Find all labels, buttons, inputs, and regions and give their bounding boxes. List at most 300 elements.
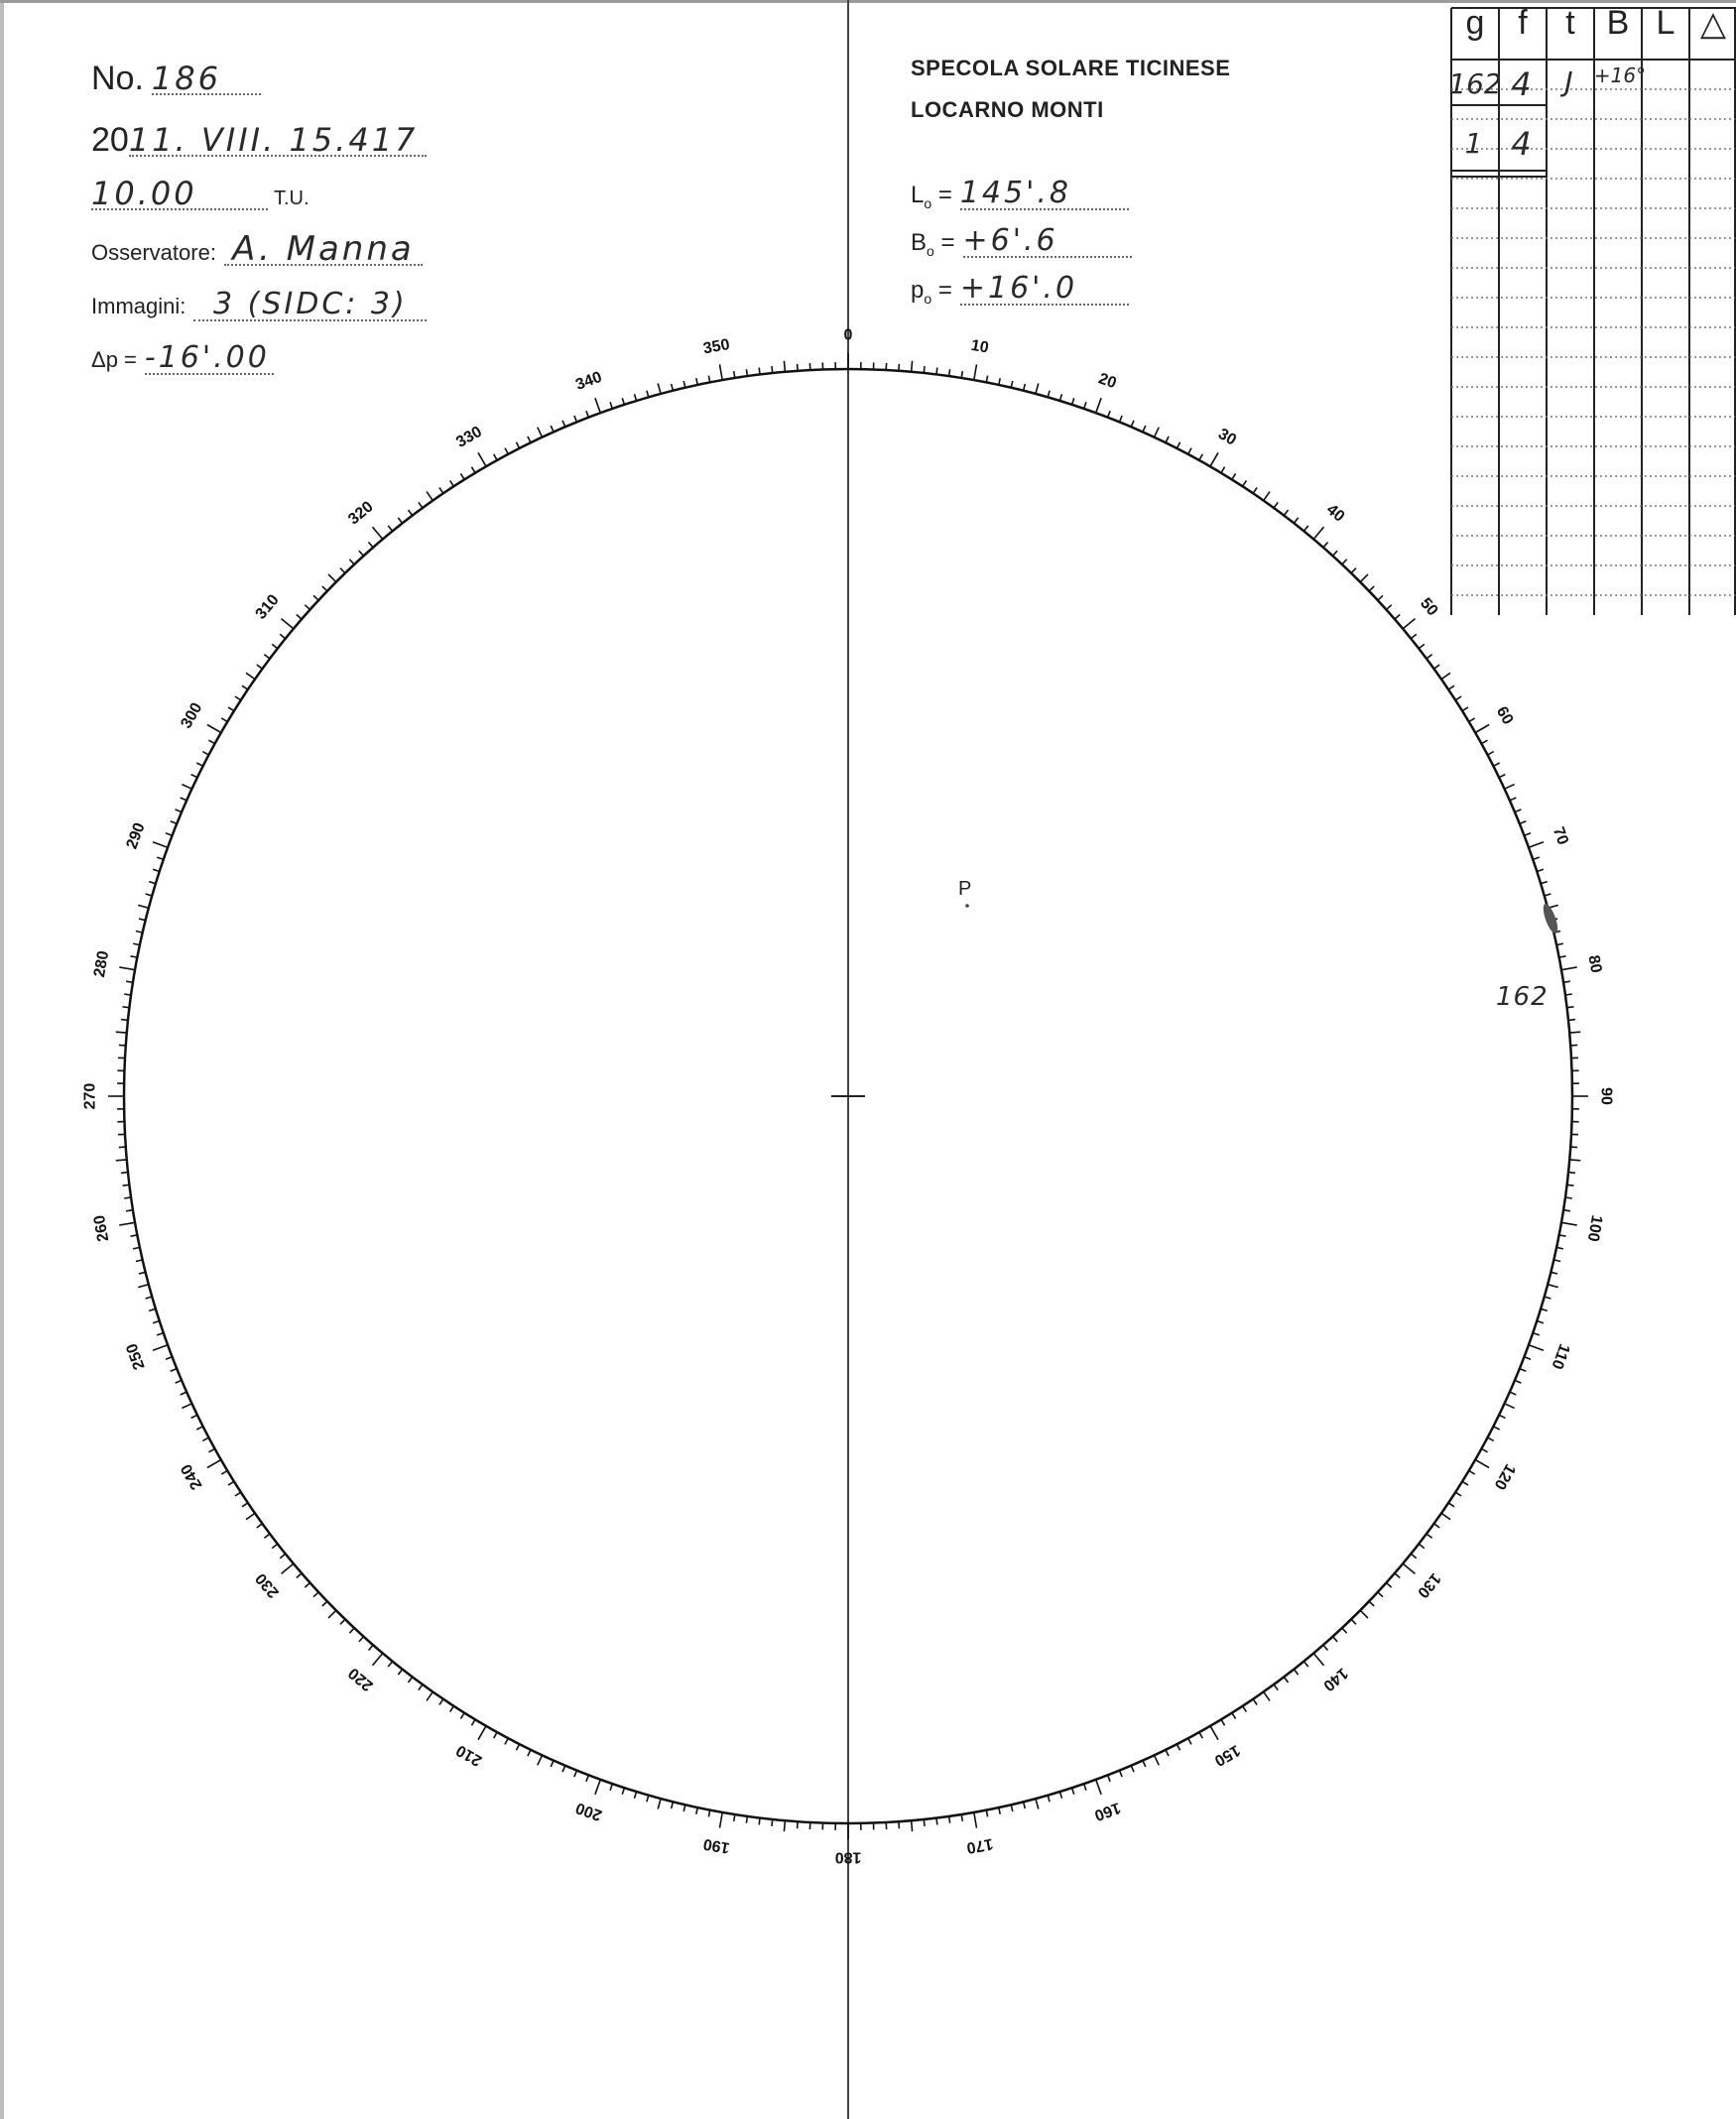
dial-tick — [313, 1592, 318, 1597]
dial-tick — [936, 368, 937, 375]
dial-tick — [494, 454, 497, 460]
dial-tick — [235, 696, 241, 700]
dial-tick — [1210, 452, 1218, 466]
dial-tick — [1360, 574, 1368, 582]
dial-tick — [1567, 1184, 1574, 1185]
dial-tick — [912, 361, 913, 372]
dial-label-340: 340 — [573, 368, 605, 394]
dial-tick — [1482, 740, 1488, 743]
dial-tick — [734, 1814, 735, 1821]
dial-tick — [1369, 1601, 1374, 1606]
dial-tick — [1387, 1583, 1392, 1588]
dial-tick — [1537, 869, 1544, 871]
dial-tick — [551, 426, 554, 432]
dial-tick — [784, 361, 785, 372]
dial-tick — [207, 725, 221, 733]
dial-tick — [1475, 1460, 1489, 1468]
dial-tick — [1533, 857, 1540, 859]
dial-tick — [759, 1818, 760, 1825]
dial-tick — [1565, 994, 1572, 995]
dial-tick — [746, 369, 747, 376]
dial-tick — [505, 1738, 508, 1744]
dial-tick — [1351, 1619, 1356, 1624]
dial-tick — [1155, 428, 1160, 437]
dial-tick — [460, 473, 464, 479]
dial-tick — [1323, 1645, 1328, 1650]
dial-tick — [138, 1285, 149, 1288]
dial-tick — [257, 1524, 263, 1528]
dial-tick — [1563, 981, 1570, 982]
dial-tick — [1520, 1369, 1527, 1372]
dial-tick — [720, 1812, 723, 1828]
b0-value: +6'.6 — [963, 226, 1132, 258]
dial-tick — [1525, 833, 1532, 836]
dial-tick — [784, 1820, 785, 1831]
dial-tick — [166, 833, 173, 836]
dial-tick — [116, 1160, 127, 1161]
dial-tick — [1333, 551, 1338, 556]
dial-tick — [228, 707, 234, 711]
dial-label-220: 220 — [345, 1664, 377, 1694]
dial-tick — [1515, 1380, 1521, 1383]
dial-tick — [1499, 775, 1505, 778]
dial-tick — [153, 1345, 168, 1351]
dial-tick — [340, 1619, 345, 1624]
dial-tick — [1493, 763, 1499, 766]
dial-tick — [1561, 967, 1577, 970]
dial-tick — [562, 1766, 565, 1773]
dial-tick — [359, 551, 364, 556]
dial-tick — [1313, 1654, 1323, 1666]
dial-tick — [182, 1404, 191, 1409]
dial-label-210: 210 — [453, 1741, 485, 1770]
dial-tick — [202, 752, 208, 755]
dial-label-270: 270 — [81, 1082, 99, 1110]
dial-tick — [1072, 398, 1074, 405]
dial-tick — [124, 994, 131, 995]
dial-tick — [1294, 518, 1298, 524]
dial-tick — [1499, 1415, 1505, 1418]
dial-tick — [1084, 1784, 1086, 1791]
dial-tick — [1284, 510, 1288, 516]
dial-tick — [157, 857, 164, 859]
dial-tick — [1411, 634, 1417, 638]
dial-tick — [305, 605, 310, 610]
dial-label-120: 120 — [1490, 1460, 1519, 1493]
dial-tick — [1323, 543, 1328, 548]
dial-tick — [586, 1775, 589, 1782]
delta-p-label: Δp = — [91, 347, 137, 372]
dial-label-260: 260 — [90, 1213, 113, 1243]
time-value: 10.00 — [91, 179, 268, 210]
dial-tick — [1274, 1684, 1278, 1690]
dial-tick — [1333, 1637, 1338, 1642]
table-col-t: t — [1565, 4, 1575, 42]
dial-tick — [1232, 1713, 1236, 1719]
dial-tick — [1426, 655, 1432, 659]
dial-label-150: 150 — [1211, 1741, 1243, 1770]
dial-tick — [427, 492, 433, 501]
dial-tick — [1048, 391, 1050, 398]
dial-tick — [1351, 568, 1356, 573]
group-annotation: 162 — [1496, 982, 1549, 1012]
dial-tick — [635, 1792, 637, 1799]
dial-tick — [328, 1610, 336, 1618]
dial-tick — [1378, 1592, 1383, 1597]
dial-tick — [658, 1799, 661, 1809]
dial-tick — [1199, 1732, 1202, 1738]
dial-label-60: 60 — [1492, 703, 1517, 728]
dial-label-130: 130 — [1414, 1569, 1444, 1601]
dial-tick — [349, 560, 354, 564]
dial-tick — [272, 644, 278, 648]
dial-label-180: 180 — [834, 1848, 862, 1866]
dial-tick — [595, 398, 600, 413]
dial-tick — [1243, 480, 1247, 486]
dial-tick — [264, 655, 270, 659]
dial-tick — [149, 1309, 156, 1310]
dial-tick — [1294, 1670, 1298, 1676]
dial-tick — [182, 785, 191, 790]
dial-label-70: 70 — [1549, 824, 1571, 847]
dial-tick — [246, 1513, 255, 1519]
dial-tick — [1036, 383, 1039, 394]
dial-tick — [221, 1471, 227, 1475]
dial-tick — [1548, 1285, 1558, 1288]
dial-tick — [409, 510, 413, 516]
dial-tick — [328, 574, 336, 582]
dial-tick — [166, 1357, 173, 1360]
dial-tick — [1166, 1750, 1169, 1756]
dial-tick — [119, 1147, 126, 1148]
dial-tick — [1419, 1544, 1425, 1548]
dial-tick — [494, 1732, 497, 1738]
dial-tick — [305, 1583, 310, 1588]
dial-tick — [149, 882, 156, 884]
dial-tick — [119, 1045, 126, 1046]
dial-tick — [528, 1750, 531, 1756]
dial-tick — [899, 364, 900, 371]
dial-tick — [1177, 1744, 1179, 1750]
dial-tick — [124, 1197, 131, 1198]
dial-tick — [450, 480, 454, 486]
dial-tick — [1059, 394, 1061, 401]
dial-label-170: 170 — [965, 1834, 995, 1856]
dial-tick — [1455, 696, 1461, 700]
dial-tick — [181, 1392, 186, 1395]
dial-label-50: 50 — [1417, 594, 1441, 620]
dial-tick — [1303, 1662, 1307, 1668]
dial-tick — [574, 1771, 577, 1778]
dial-label-330: 330 — [453, 423, 485, 451]
dial-tick — [1131, 1766, 1134, 1773]
dial-tick — [1403, 1563, 1415, 1573]
dial-tick — [1243, 1706, 1247, 1712]
dial-label-140: 140 — [1319, 1664, 1351, 1694]
dial-label-190: 190 — [701, 1834, 731, 1856]
dial-tick — [191, 1415, 197, 1418]
dial-tick — [635, 394, 637, 401]
dial-tick — [280, 634, 286, 638]
dial-tick — [202, 1437, 208, 1440]
dial-tick — [1441, 1513, 1450, 1519]
observer-value: A. Manna — [224, 234, 423, 266]
dial-tick — [257, 665, 263, 669]
table-cell-t-1: J — [1564, 65, 1576, 98]
dial-tick — [1143, 1761, 1146, 1767]
dial-tick — [1221, 467, 1225, 473]
dial-tick — [171, 821, 178, 824]
dial-tick — [123, 1184, 130, 1185]
dial-tick — [961, 1814, 962, 1821]
table-cell-f-2: 4 — [1511, 125, 1535, 163]
dial-label-350: 350 — [701, 336, 731, 358]
dial-tick — [961, 371, 962, 378]
date-value: 11. VIII. 15.417 — [129, 125, 427, 157]
dial-tick — [772, 366, 773, 373]
dial-tick — [1469, 718, 1475, 722]
observatory-location: LOCARNO MONTI — [911, 97, 1104, 122]
dial-tick — [1274, 502, 1278, 508]
dial-tick — [176, 1380, 182, 1383]
number-label: No. — [91, 60, 144, 97]
dial-tick — [153, 1321, 160, 1323]
dial-tick — [622, 398, 624, 405]
dial-label-90: 90 — [1597, 1087, 1615, 1105]
dial-tick — [191, 775, 197, 778]
dial-tick — [528, 436, 531, 442]
table-col-g: g — [1465, 4, 1485, 42]
pole-mark: P — [958, 878, 972, 900]
dial-tick — [313, 595, 318, 600]
dial-tick — [1505, 785, 1515, 790]
dial-tick — [1434, 1524, 1440, 1528]
dial-tick — [1378, 595, 1383, 600]
dial-tick — [899, 1821, 900, 1828]
dial-tick — [516, 1744, 519, 1750]
dial-tick — [1155, 1755, 1160, 1765]
dial-tick — [1342, 1628, 1347, 1633]
table-cell-g-2: 1 — [1464, 127, 1486, 160]
dial-tick — [1545, 894, 1551, 896]
dial-tick — [949, 369, 950, 376]
date-prefix: 20 — [91, 121, 129, 159]
dial-tick — [322, 1601, 327, 1606]
dial-tick — [1448, 1503, 1454, 1507]
dial-tick — [359, 1637, 364, 1642]
dial-tick — [1232, 473, 1236, 479]
dial-label-100: 100 — [1583, 1213, 1606, 1243]
dial-label-200: 200 — [573, 1799, 605, 1824]
observatory-name: SPECOLA SOLARE TICINESE — [911, 56, 1231, 80]
dial-tick — [647, 391, 649, 398]
dial-tick — [1541, 882, 1548, 884]
dial-label-320: 320 — [345, 498, 377, 529]
dial-tick — [734, 371, 735, 378]
dial-tick — [1565, 1197, 1572, 1198]
dial-tick — [282, 1563, 294, 1573]
dial-tick — [1441, 673, 1450, 679]
dial-tick — [1505, 1404, 1515, 1409]
dial-tick — [720, 364, 723, 380]
dial-tick — [196, 763, 202, 766]
dial-tick — [419, 1684, 423, 1690]
dial-label-30: 30 — [1215, 425, 1239, 449]
observer-label: Osservatore: — [91, 240, 216, 265]
dial-tick — [574, 416, 577, 423]
dial-tick — [1313, 527, 1323, 539]
dial-tick — [1369, 586, 1374, 591]
dial-tick — [1253, 1699, 1257, 1705]
dial-tick — [116, 1032, 127, 1033]
dial-tick — [1537, 1321, 1544, 1323]
dial-tick — [1462, 707, 1468, 711]
delta-p-value: -16'.00 — [145, 343, 274, 375]
dial-label-310: 310 — [252, 591, 283, 623]
dial-tick — [297, 1573, 302, 1578]
dial-tick — [1199, 454, 1202, 460]
dial-tick — [1188, 1738, 1191, 1744]
dial-tick — [1387, 605, 1392, 610]
dial-tick — [242, 686, 248, 689]
dial-tick — [1284, 1677, 1288, 1683]
dial-tick — [610, 402, 612, 409]
dial-tick — [176, 810, 182, 812]
dial-tick — [1177, 442, 1179, 448]
dial-tick — [1448, 686, 1454, 689]
dial-tick — [153, 869, 160, 871]
dial-tick — [1570, 1147, 1577, 1148]
dial-tick — [242, 1503, 248, 1507]
dial-label-110: 110 — [1548, 1341, 1573, 1372]
dial-tick — [949, 1816, 950, 1823]
dial-tick — [1493, 1427, 1499, 1430]
dial-tick — [1563, 1210, 1570, 1211]
dial-tick — [119, 1222, 135, 1225]
dial-tick — [409, 1677, 413, 1683]
dial-tick — [340, 568, 345, 573]
dial-tick — [126, 981, 133, 982]
dial-tick — [478, 1726, 486, 1740]
dial-tick — [1166, 436, 1169, 442]
dial-tick — [1143, 426, 1146, 432]
dial-tick — [1515, 810, 1521, 812]
dial-tick — [460, 1713, 464, 1719]
dial-label-300: 300 — [178, 699, 206, 732]
dial-tick — [1569, 1032, 1580, 1033]
dial-tick — [1096, 1780, 1101, 1795]
dial-tick — [1561, 1222, 1577, 1225]
table-cell-b-1: +16° — [1593, 63, 1647, 87]
dial-tick — [121, 1173, 128, 1174]
dial-tick — [221, 718, 227, 722]
dial-tick — [647, 1796, 649, 1803]
dial-tick — [126, 1210, 133, 1211]
dial-tick — [924, 366, 925, 373]
dial-tick — [974, 364, 977, 380]
dial-tick — [282, 619, 294, 629]
dial-tick — [1568, 1020, 1575, 1021]
dial-tick — [1264, 492, 1270, 501]
dial-tick — [119, 967, 135, 970]
dial-tick — [1403, 619, 1415, 629]
dial-tick — [1411, 1554, 1417, 1558]
dial-tick — [912, 1820, 913, 1831]
dial-tick — [798, 1821, 799, 1828]
dial-tick — [658, 383, 661, 394]
dial-label-80: 80 — [1584, 953, 1605, 975]
dial-tick — [936, 1818, 937, 1825]
dial-tick — [746, 1816, 747, 1823]
p0-value: +16'.0 — [960, 274, 1129, 306]
dial-tick — [1568, 1173, 1575, 1174]
dial-label-230: 230 — [252, 1569, 283, 1601]
dial-tick — [1510, 798, 1516, 801]
dial-tick — [551, 1761, 554, 1767]
dial-tick — [1462, 1481, 1468, 1485]
dial-tick — [1221, 1719, 1225, 1725]
dial-tick — [398, 518, 402, 524]
dial-tick — [1072, 1788, 1074, 1795]
dial-tick — [235, 1492, 241, 1496]
dial-tick — [538, 1755, 543, 1765]
dial-tick — [1264, 1691, 1270, 1700]
dial-tick — [772, 1819, 773, 1826]
dial-tick — [322, 586, 327, 591]
dial-tick — [538, 428, 543, 437]
dial-tick — [153, 842, 168, 848]
dial-tick — [196, 1427, 202, 1430]
dial-tick — [622, 1788, 624, 1795]
dial-tick — [974, 1812, 977, 1828]
dial-tick — [924, 1819, 925, 1826]
dial-tick — [759, 368, 760, 375]
dial-tick — [562, 421, 565, 428]
dial-tick — [369, 1645, 374, 1650]
dial-tick — [272, 1544, 278, 1548]
dial-tick — [146, 894, 153, 896]
number-value: 186 — [152, 63, 261, 95]
images-value: 3 (SIDC: 3) — [193, 290, 427, 321]
dial-tick — [1529, 842, 1544, 848]
dial-tick — [1525, 1357, 1532, 1360]
dial-tick — [297, 615, 302, 620]
table-cell-f-1: 4 — [1511, 65, 1535, 103]
dial-tick — [1108, 411, 1111, 418]
dial-tick — [157, 1333, 164, 1335]
dial-tick — [208, 1448, 214, 1451]
dial-tick — [388, 526, 392, 532]
dial-tick — [1210, 1726, 1218, 1740]
l0-label: $L_o$ = — [911, 182, 952, 211]
dial-tick — [471, 1719, 475, 1725]
dial-tick — [264, 1534, 270, 1538]
dial-tick — [427, 1691, 433, 1700]
dial-tick — [208, 740, 214, 743]
dial-tick — [1395, 615, 1400, 620]
dial-tick — [1475, 725, 1489, 733]
dial-tick — [439, 488, 443, 494]
dial-tick — [419, 502, 423, 508]
dial-tick — [1567, 1007, 1574, 1008]
dial-tick — [1545, 1297, 1551, 1299]
dial-tick — [1533, 1333, 1540, 1335]
dial-tick — [595, 1780, 600, 1795]
dial-tick — [1488, 1437, 1494, 1440]
l0-value: 145'.8 — [960, 179, 1129, 210]
table-col-b: B — [1606, 4, 1630, 42]
dial-tick — [1342, 560, 1347, 564]
